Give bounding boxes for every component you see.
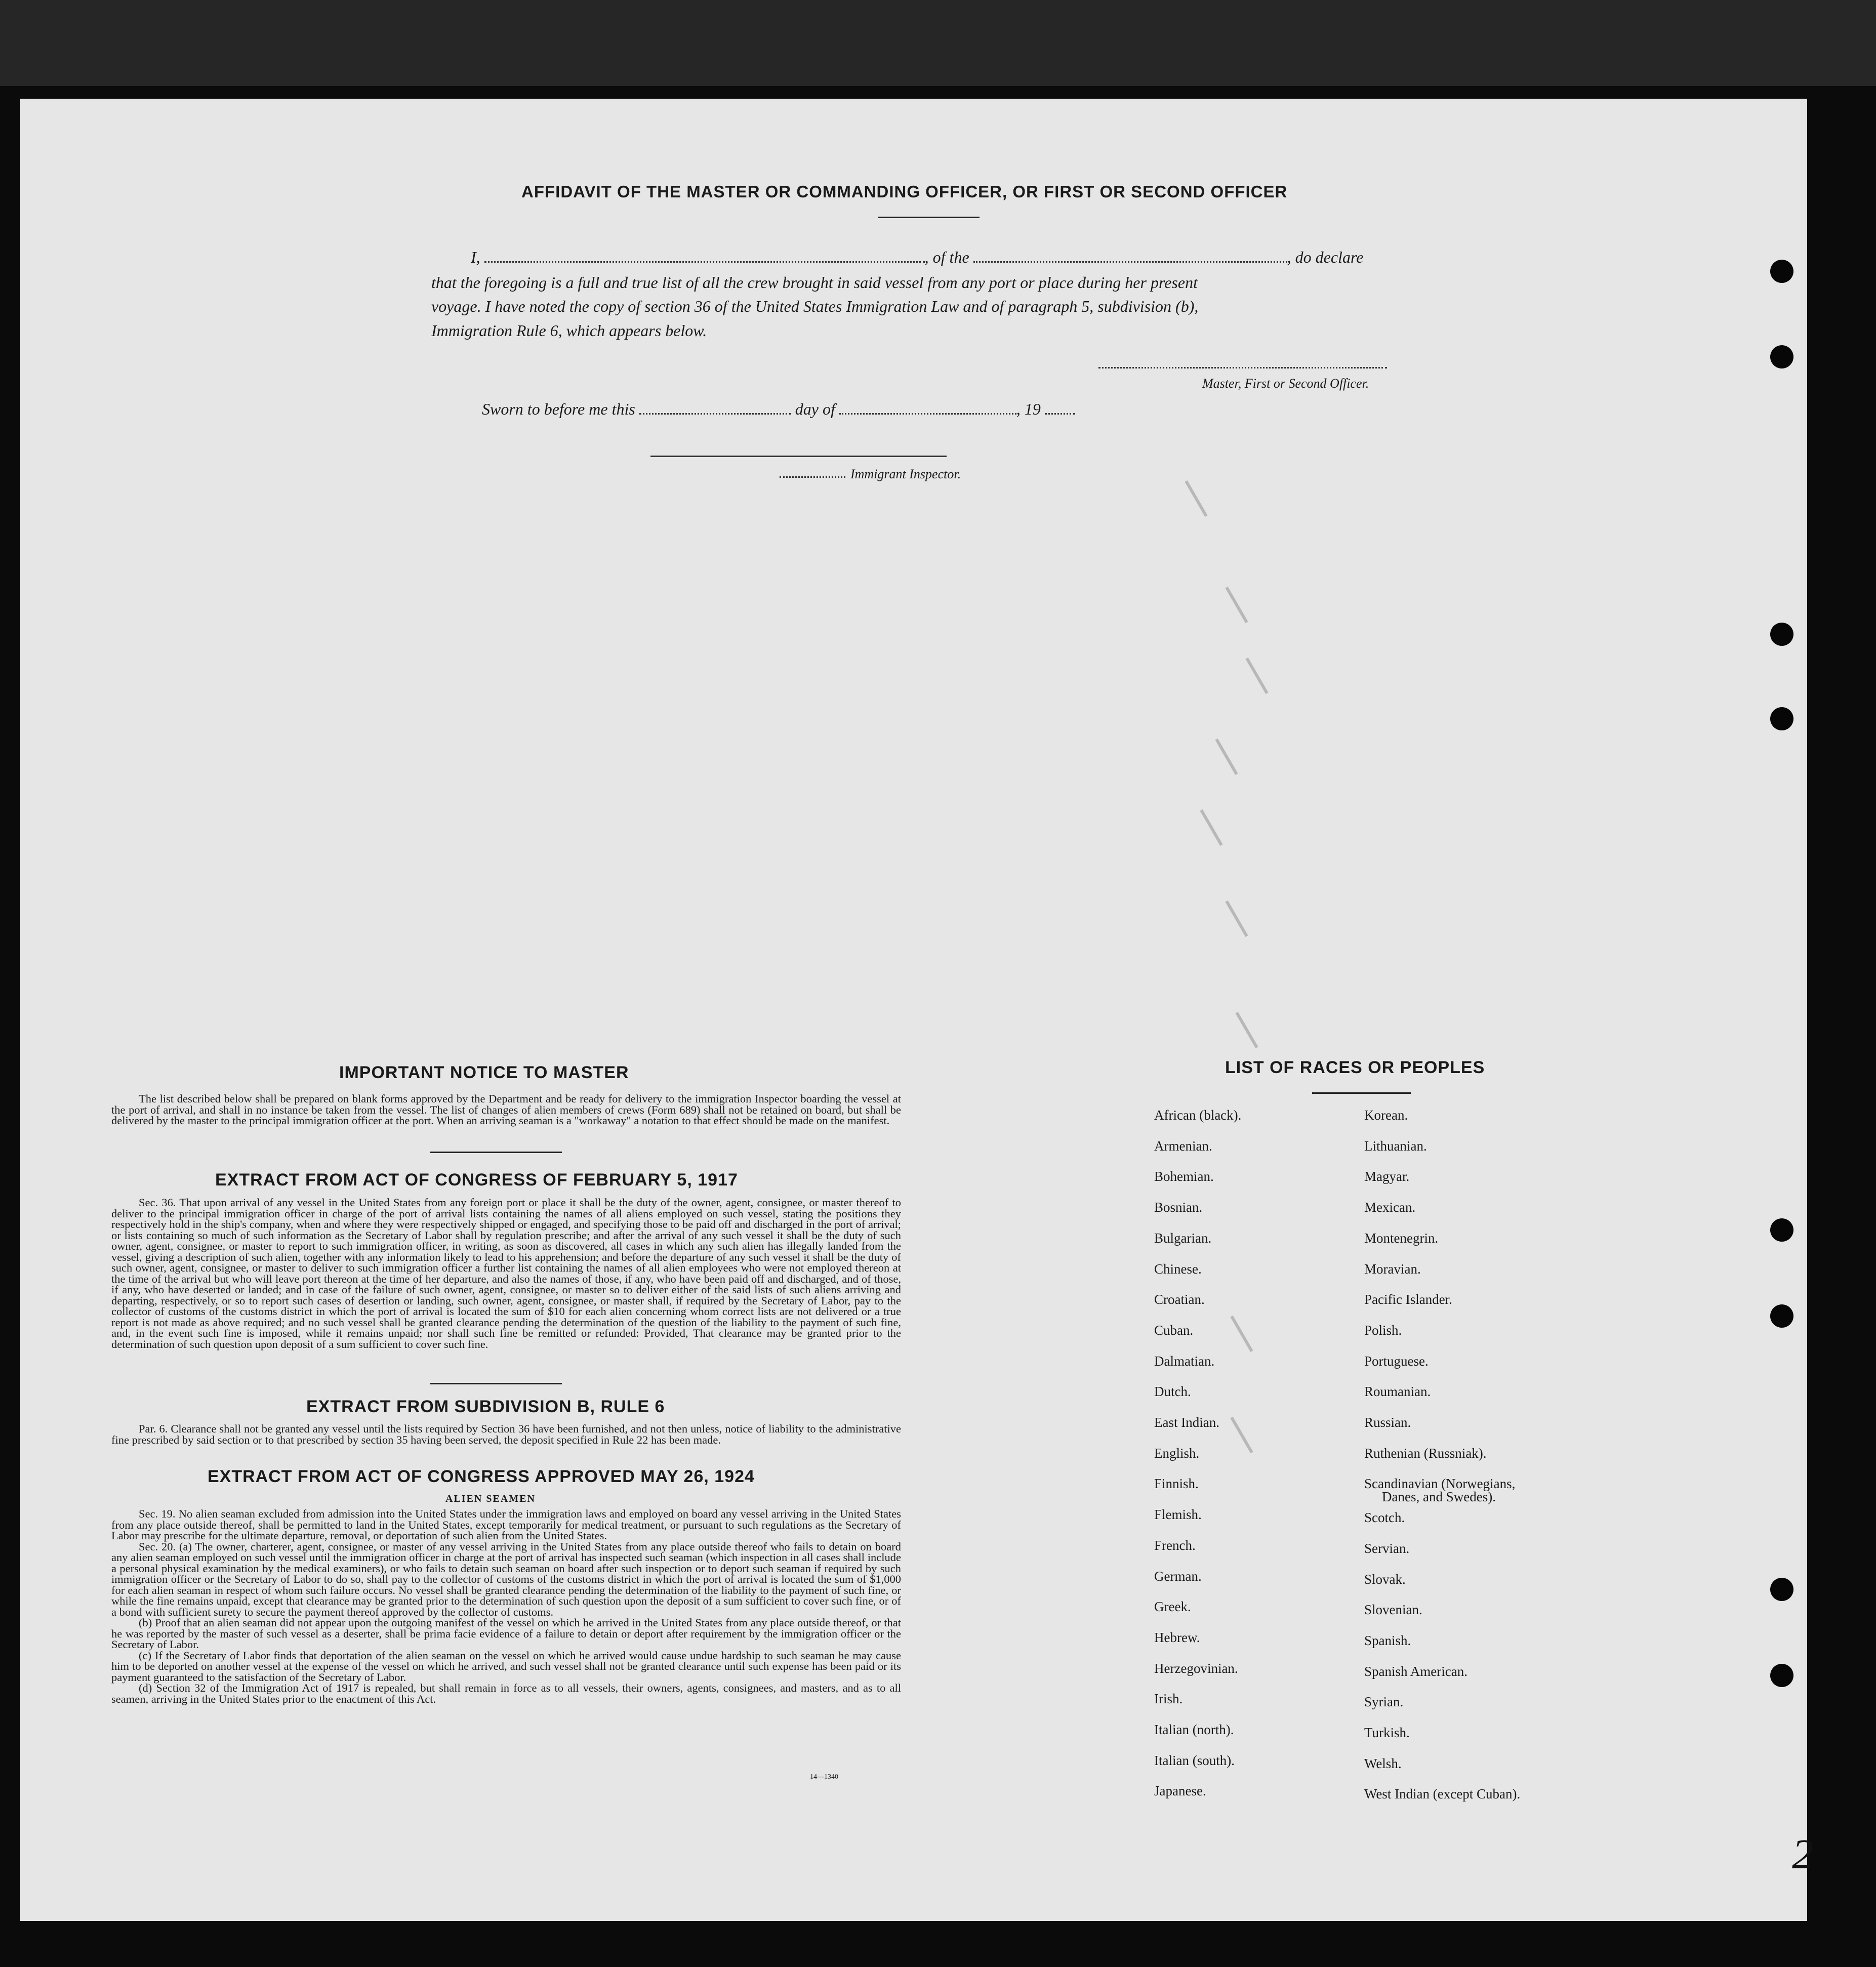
race-item: Welsh. [1364, 1755, 1402, 1771]
race-item: Finnish. [1154, 1476, 1199, 1492]
pencil-mark [1215, 739, 1238, 775]
race-item: Flemish. [1154, 1507, 1202, 1523]
officer-name-field[interactable] [484, 261, 925, 263]
pencil-mark [1200, 809, 1222, 846]
binder-hole [1770, 623, 1793, 646]
section-36-paragraph: Sec. 36. That upon arrival of any vessel in the United States from any foreign port or place it shall be the duty of the owner, agent, consignee, or master thereof to deliver to the principal immigration officer in charge of the port of arrival lists containing the names of all aliens employed on such vessel, stating the positions they respectively hold in the ship's company, when and where they were respectively shipped or engaged, and specifying those to be paid off and discharged in the port of arrival; or lists containing so much of such information as the Secretary of Labor shall by regulation prescribe; and after the arrival of any such vessel it shall be the duty of such owner, agent, consignee, or master to report to such immigration officer, in writing, as soon as discovered, all cases in which any such alien has illegally landed from the vessel, giving a description of such alien, together with any information likely to lead to his apprehension; and before the departure of any such vessel it shall be the duty of such owner, agent, consignee, or master to deliver to such immigration officer a further list containing the names of all alien employees who were not employed thereon at the time of the arrival but who will leave port thereon at the time of her departure, and also the names of those, if any, who have been paid off and discharged, and of those, if any, who have deserted or landed; and in case of the failure of such owner, agent, consignee, or master so to deliver either of the said lists of such aliens arriving and departing, respectively, or so to report such cases of desertion or landing, such owner, agent, consignee, or master shall, if required by the Secretary of Labor, pay to the collector of customs of the customs district in which the port of arrival is located the sum of $10 for each alien concerning whom correct lists are not delivered or a true report is not made as above required; and no such vessel shall be granted clearance pending the determination of the question of the liability to the payment of such fine, and, in the event such fine is imposed, while it remains unpaid; nor shall such fine be remitted or refunded: Provided, That clearance may be granted prior to the determination of such question upon deposit of a sum sufficient to cover such fine. [111, 1196, 901, 1350]
race-item: Magyar. [1364, 1169, 1410, 1184]
sworn-line [482, 400, 1075, 419]
race-item: Portuguese. [1364, 1353, 1429, 1369]
sworn-month-field[interactable] [839, 413, 1016, 415]
extract-1917-body [111, 1197, 901, 1349]
race-item: Italian (north). [1154, 1722, 1234, 1737]
race-item: Spanish American. [1364, 1663, 1467, 1679]
race-item: Pacific Islander. [1364, 1292, 1452, 1307]
extract-1917-title: EXTRACT FROM ACT OF CONGRESS OF FEBRUARY 5, 1917 [215, 1170, 738, 1190]
race-item: East Indian. [1154, 1415, 1219, 1430]
extract-1924-title: EXTRACT FROM ACT OF CONGRESS APPROVED MAY 26, 1924 [208, 1467, 755, 1486]
affidavit-i: I, [471, 248, 480, 266]
race-item: Scandinavian (Norwegians, [1364, 1476, 1516, 1492]
pencil-mark [1225, 587, 1248, 623]
alien-seamen-subtitle: ALIEN SEAMEN [445, 1493, 536, 1504]
binder-hole [1770, 1578, 1793, 1601]
affidavit-line-2: that the foregoing is a full and true list of all the crew brought in said vessel from any port or place during her present [431, 273, 1198, 292]
race-item: Greek. [1154, 1599, 1191, 1615]
races-title: LIST OF RACES OR PEOPLES [1225, 1058, 1485, 1077]
race-item: Cuban. [1154, 1322, 1194, 1338]
master-signature-label: Master, First or Second Officer. [1202, 376, 1369, 391]
race-item: Moravian. [1364, 1261, 1421, 1277]
race-item: Roumanian. [1364, 1384, 1431, 1400]
pencil-mark [1225, 900, 1248, 937]
race-item: Turkish. [1364, 1725, 1410, 1740]
notice-title: IMPORTANT NOTICE TO MASTER [339, 1063, 629, 1082]
form-number: 14—1340 [810, 1773, 838, 1781]
section-20c-paragraph: (c) If the Secretary of Labor finds that deportation of the alien seaman on the vessel on which he arrived would cause undue hardship to such seaman he may cause him to be deported on another vessel at the expense of the vessel on which he arrived, and such vessel shall not be granted clearance until such expense has been paid or its payment guaranteed to the satisfaction of the Secretary of Labor. [111, 1649, 901, 1684]
race-item-continuation: Danes, and Swedes). [1382, 1489, 1496, 1505]
sworn-day-field[interactable] [639, 413, 791, 415]
race-item: Servian. [1364, 1540, 1410, 1556]
race-item: Polish. [1364, 1322, 1402, 1338]
race-item: Irish. [1154, 1691, 1183, 1707]
affidavit-line-3: voyage. I have noted the copy of section 36 of the United States Immigration Law and of paragraph 5, subdivision (b), [431, 297, 1199, 315]
section-20a-paragraph: Sec. 20. (a) The owner, charterer, agent, consignee, or master of any vessel arriving in the United States from any place outside thereof who fails to detain on board any alien seaman employed on such vessel until the immigration officer in charge at the port of arrival has inspected such seaman (which inspection in all cases shall include a personal physical examination by the medical examiners), or who fails to detain such seaman on board after such inspection or to deport such seaman if required by such immigration officer or the Secretary of Labor to do so, shall pay to the collector of customs of the customs district in which the port of arrival is located the sum of $1,000 for each alien seaman in respect of whom such failure occurs. No vessel shall be granted clearance pending the determination of the liability to the payment of such fine, or while the fine remains unpaid, except that clearance may be granted prior to the determination of such question upon the deposit of a sum sufficient to cover such fine, or of a bond with sufficient surety to secure the payment thereof approved by the collector of customs. [111, 1540, 901, 1618]
pencil-mark [1185, 480, 1207, 517]
inspector-signature-line[interactable] [650, 456, 947, 457]
divider [430, 1383, 562, 1384]
binder-hole [1770, 260, 1793, 283]
extract-1924-body [111, 1508, 901, 1704]
divider [430, 1152, 562, 1153]
race-item: Montenegrin. [1364, 1230, 1439, 1246]
race-item: Armenian. [1154, 1138, 1212, 1154]
scan-top-border [0, 0, 1876, 86]
race-item: Lithuanian. [1364, 1138, 1427, 1154]
pencil-mark [1230, 1417, 1253, 1453]
pencil-mark [1230, 1316, 1253, 1352]
race-item: Japanese. [1154, 1783, 1206, 1799]
subdivision-body [111, 1423, 901, 1445]
race-item: West Indian (except Cuban). [1364, 1786, 1521, 1802]
race-item: Croatian. [1154, 1292, 1205, 1307]
section-20d-paragraph: (d) Section 32 of the Immigration Act of 1917 is repealed, but shall remain in force as to all vessels, their owners, agents, consignees, and masters, and as to all seamen, arriving in the United States prior to the enactment of this Act. [111, 1682, 901, 1705]
pencil-mark [1245, 658, 1268, 694]
races-title-underline [1312, 1092, 1411, 1094]
race-item: Dalmatian. [1154, 1353, 1215, 1369]
sworn-year-field[interactable] [1045, 413, 1075, 415]
inspector-label: Immigrant Inspector. [850, 467, 961, 481]
race-item: Dutch. [1154, 1384, 1191, 1400]
race-item: African (black). [1154, 1108, 1242, 1123]
section-19-paragraph: Sec. 19. No alien seaman excluded from admission into the United States under the immigration laws and employed on board any vessel arriving in the United States from any place outside thereof, shall be permitted to land in the United States, except temporarily for medical treatment, or pursuant to such regulations as the Secretary of Labor may prescribe for the ultimate departure, removal, or deportation of such alien from the United States. [111, 1507, 901, 1542]
race-item: Korean. [1364, 1108, 1408, 1123]
binder-hole [1770, 707, 1793, 730]
affidavit-title: AFFIDAVIT OF THE MASTER OR COMMANDING OFFICER, OR FIRST OR SECOND OFFICER [521, 182, 1288, 201]
notice-body [111, 1093, 901, 1126]
inspector-dots [780, 476, 845, 478]
binder-hole [1770, 1218, 1793, 1242]
subdivision-title: EXTRACT FROM SUBDIVISION B, RULE 6 [306, 1397, 665, 1416]
race-item: Spanish. [1364, 1632, 1411, 1648]
race-item: Hebrew. [1154, 1629, 1200, 1645]
race-item: Chinese. [1154, 1261, 1202, 1277]
affidavit-line-4: Immigration Rule 6, which appears below. [431, 321, 707, 340]
race-item: German. [1154, 1568, 1202, 1584]
race-item: Ruthenian (Russniak). [1364, 1445, 1487, 1461]
notice-paragraph: The list described below shall be prepared on blank forms approved by the Department and be ready for delivery to the immigration Inspector boarding the vessel at the port of arrival, and shall in no instance be taken from the vessel. The list of changes of alien members of crews (Form 689) shall not be retained on board, but shall be delivered by the master to the principal immigration officer at the port. When an arriving seaman is a "workaway" a notation to that effect should be made on the manifest. [111, 1092, 901, 1127]
binder-hole [1770, 1304, 1793, 1328]
vessel-name-field[interactable] [973, 261, 1287, 263]
binder-hole [1770, 345, 1793, 368]
race-item: French. [1154, 1537, 1196, 1553]
race-item: Bulgarian. [1154, 1230, 1212, 1246]
sworn-prefix: Sworn to before me this [482, 400, 635, 418]
race-item: Herzegovinian. [1154, 1660, 1238, 1676]
affidavit-of-the: , of the [924, 248, 969, 266]
race-item: Italian (south). [1154, 1752, 1235, 1768]
race-item: Syrian. [1364, 1694, 1404, 1710]
sworn-day-of: day of [795, 400, 835, 418]
race-item: Slovak. [1364, 1571, 1406, 1587]
form-page [20, 99, 1813, 1921]
race-item: Russian. [1364, 1415, 1411, 1430]
race-item: Scotch. [1364, 1510, 1405, 1526]
sworn-year-prefix: , 19 [1016, 400, 1041, 418]
pencil-mark [1235, 1012, 1258, 1048]
race-item: English. [1154, 1445, 1200, 1461]
binder-hole [1770, 1664, 1793, 1687]
master-signature-line[interactable] [1098, 367, 1387, 368]
section-20b-paragraph: (b) Proof that an alien seaman did not appear upon the outgoing manifest of the vessel on which he arrived in the United States from any place outside thereof, or that he was reported by the master of such vessel as a deserter, shall be prima facie evidence of a failure to detain or deport after requirement by the immigration officer or the Secretary of Labor. [111, 1616, 901, 1651]
paragraph-6: Par. 6. Clearance shall not be granted any vessel until the lists required by Section 36 have been furnished, and not then unless, notice of liability to the administrative fine prescribed by said section or to that prescribed by section 35 having been served, the deposit specified in Rule 22 has been made. [111, 1422, 901, 1446]
handwritten-page-number: 2 [1792, 1831, 1813, 1878]
race-item: Slovenian. [1364, 1602, 1422, 1618]
affidavit-do-declare: , do declare [1287, 248, 1364, 266]
affidavit-line-1 [471, 248, 1363, 267]
race-item: Bohemian. [1154, 1169, 1214, 1184]
race-item: Mexican. [1364, 1200, 1416, 1215]
title-underline [878, 217, 980, 218]
race-item: Bosnian. [1154, 1200, 1203, 1215]
